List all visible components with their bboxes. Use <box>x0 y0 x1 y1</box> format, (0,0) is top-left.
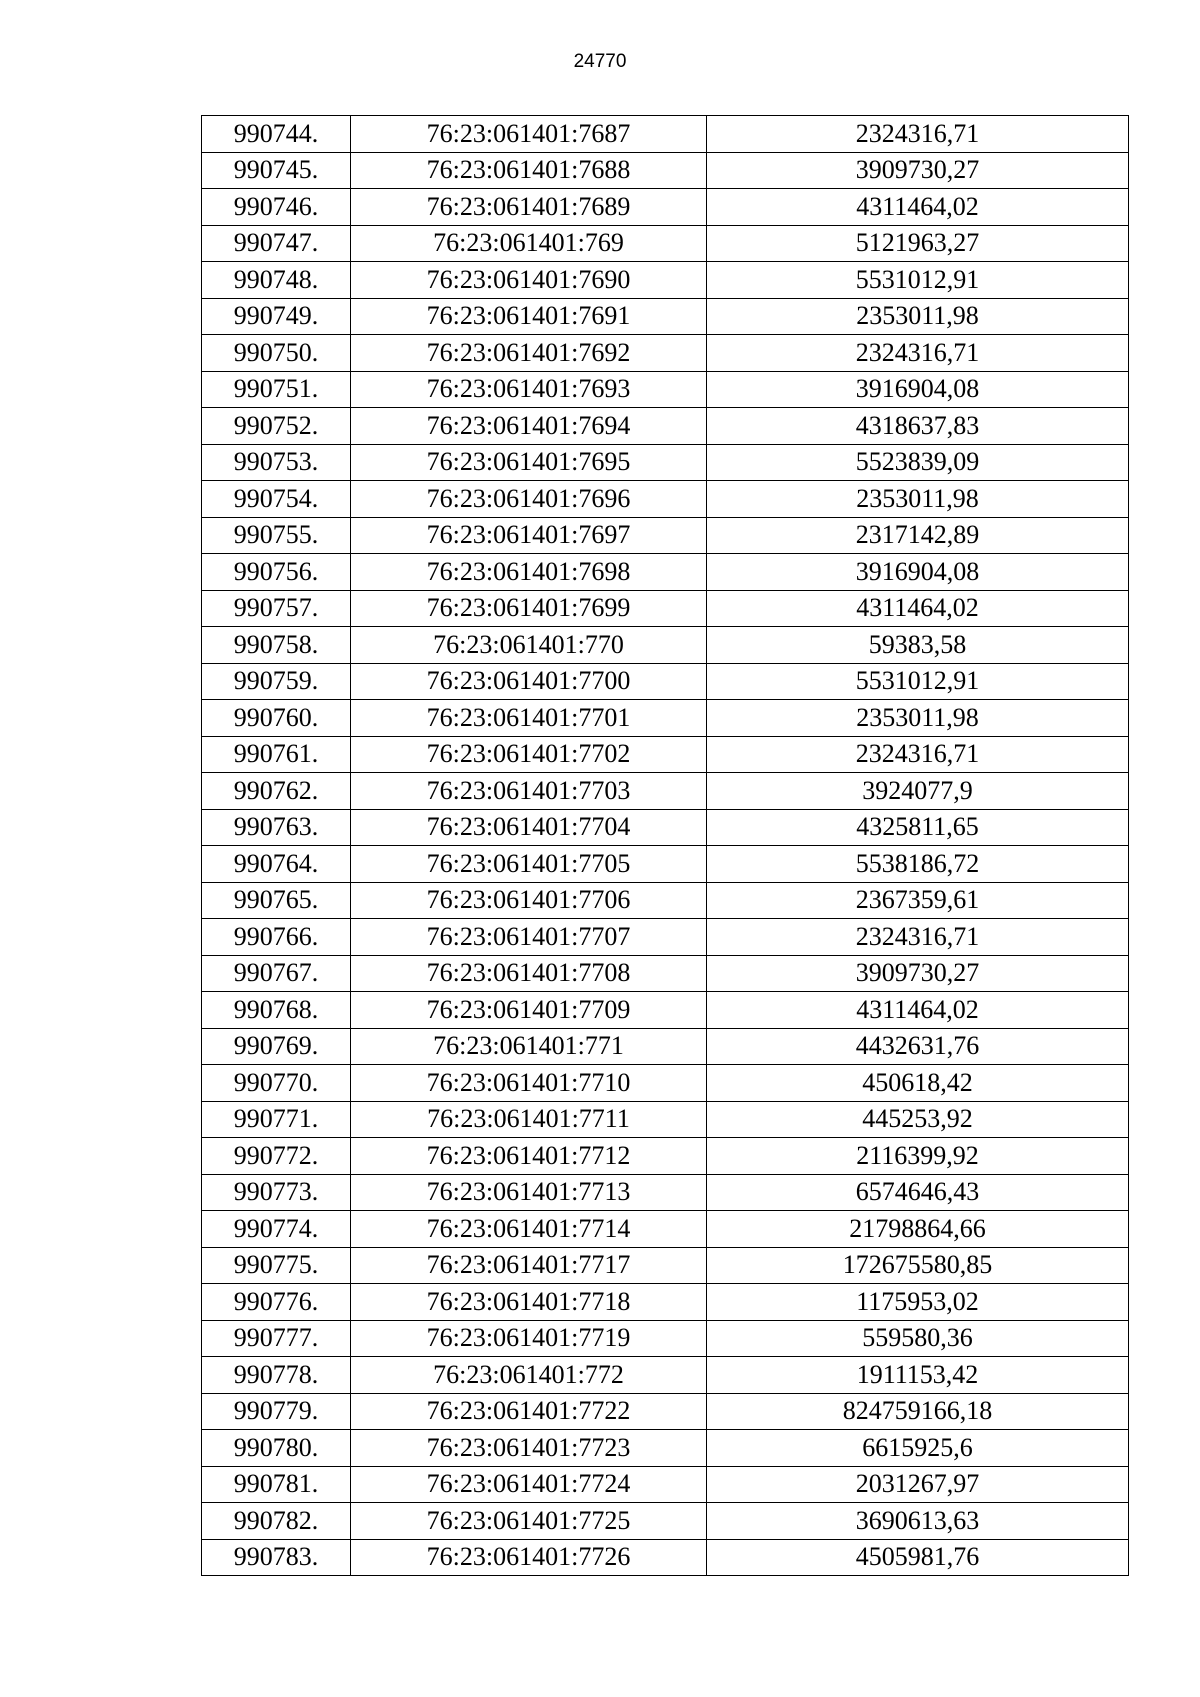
table-row <box>202 882 1129 919</box>
table-row <box>202 1028 1129 1065</box>
cadastral-number-cell: 76:23:061401:7702 <box>351 736 707 773</box>
cadastral-value-cell: 2324316,71 <box>707 116 1129 153</box>
table-row <box>202 1138 1129 1175</box>
table-row <box>202 1174 1129 1211</box>
cadastral-number-cell: 76:23:061401:7708 <box>351 955 707 992</box>
cadastral-value-cell: 450618,42 <box>707 1065 1129 1102</box>
row-number-cell: 990762. <box>202 773 351 810</box>
cadastral-number-cell: 76:23:061401:7726 <box>351 1539 707 1576</box>
cadastral-number-cell: 76:23:061401:7692 <box>351 335 707 372</box>
row-number-cell: 990780. <box>202 1430 351 1467</box>
cadastral-number-cell: 76:23:061401:7704 <box>351 809 707 846</box>
cadastral-value-cell: 3690613,63 <box>707 1503 1129 1540</box>
table-row <box>202 444 1129 481</box>
table-row <box>202 1284 1129 1321</box>
row-number-cell: 990754. <box>202 481 351 518</box>
cadastral-number-cell: 76:23:061401:7718 <box>351 1284 707 1321</box>
cadastral-value-cell: 172675580,85 <box>707 1247 1129 1284</box>
table-row <box>202 627 1129 664</box>
table-row <box>202 919 1129 956</box>
cadastral-value-cell: 3916904,08 <box>707 554 1129 591</box>
row-number-cell: 990782. <box>202 1503 351 1540</box>
cadastral-value-cell: 2324316,71 <box>707 919 1129 956</box>
cadastral-value-cell: 5538186,72 <box>707 846 1129 883</box>
cadastral-number-cell: 76:23:061401:7711 <box>351 1101 707 1138</box>
cadastral-value-cell: 4311464,02 <box>707 590 1129 627</box>
row-number-cell: 990777. <box>202 1320 351 1357</box>
table-row <box>202 736 1129 773</box>
cadastral-value-cell: 4311464,02 <box>707 992 1129 1029</box>
cadastral-number-cell: 76:23:061401:7722 <box>351 1393 707 1430</box>
cadastral-value-cell: 445253,92 <box>707 1101 1129 1138</box>
row-number-cell: 990746. <box>202 189 351 226</box>
cadastral-number-cell: 76:23:061401:7706 <box>351 882 707 919</box>
row-number-cell: 990765. <box>202 882 351 919</box>
table-row <box>202 225 1129 262</box>
cadastral-number-cell: 76:23:061401:7707 <box>351 919 707 956</box>
cadastral-number-cell: 76:23:061401:770 <box>351 627 707 664</box>
row-number-cell: 990775. <box>202 1247 351 1284</box>
table-row <box>202 700 1129 737</box>
page-number: 24770 <box>573 51 627 72</box>
table-row <box>202 408 1129 445</box>
table-row <box>202 1101 1129 1138</box>
row-number-cell: 990760. <box>202 700 351 737</box>
table-row <box>202 1247 1129 1284</box>
row-number-cell: 990766. <box>202 919 351 956</box>
table-row <box>202 1503 1129 1540</box>
cadastral-value-cell: 3924077,9 <box>707 773 1129 810</box>
cadastral-value-cell: 6615925,6 <box>707 1430 1129 1467</box>
cadastral-value-cell: 5523839,09 <box>707 444 1129 481</box>
row-number-cell: 990753. <box>202 444 351 481</box>
cadastral-value-cell: 2353011,98 <box>707 481 1129 518</box>
cadastral-value-cell: 2324316,71 <box>707 335 1129 372</box>
row-number-cell: 990774. <box>202 1211 351 1248</box>
cadastral-number-cell: 76:23:061401:7719 <box>351 1320 707 1357</box>
table-row <box>202 992 1129 1029</box>
cadastral-value-cell: 5121963,27 <box>707 225 1129 262</box>
cadastral-number-cell: 76:23:061401:7724 <box>351 1466 707 1503</box>
cadastral-number-cell: 76:23:061401:7696 <box>351 481 707 518</box>
table-row <box>202 846 1129 883</box>
cadastral-number-cell: 76:23:061401:769 <box>351 225 707 262</box>
cadastral-value-cell: 4318637,83 <box>707 408 1129 445</box>
cadastral-value-cell: 824759166,18 <box>707 1393 1129 1430</box>
cadastral-number-cell: 76:23:061401:7699 <box>351 590 707 627</box>
table-row <box>202 1466 1129 1503</box>
cadastral-value-cell: 3916904,08 <box>707 371 1129 408</box>
cadastral-value-cell: 2324316,71 <box>707 736 1129 773</box>
cadastral-number-cell: 76:23:061401:7723 <box>351 1430 707 1467</box>
table-row <box>202 189 1129 226</box>
table-row <box>202 116 1129 153</box>
cadastral-value-cell: 559580,36 <box>707 1320 1129 1357</box>
cadastral-number-cell: 76:23:061401:7701 <box>351 700 707 737</box>
cadastral-value-cell: 59383,58 <box>707 627 1129 664</box>
cadastral-value-cell: 2353011,98 <box>707 298 1129 335</box>
row-number-cell: 990770. <box>202 1065 351 1102</box>
row-number-cell: 990758. <box>202 627 351 664</box>
row-number-cell: 990745. <box>202 152 351 189</box>
table-row <box>202 1211 1129 1248</box>
row-number-cell: 990779. <box>202 1393 351 1430</box>
cadastral-value-cell: 6574646,43 <box>707 1174 1129 1211</box>
row-number-cell: 990781. <box>202 1466 351 1503</box>
cadastral-value-cell: 5531012,91 <box>707 663 1129 700</box>
cadastral-number-cell: 76:23:061401:7691 <box>351 298 707 335</box>
row-number-cell: 990773. <box>202 1174 351 1211</box>
cadastral-number-cell: 76:23:061401:7712 <box>351 1138 707 1175</box>
cadastral-value-cell: 3909730,27 <box>707 152 1129 189</box>
cadastral-value-cell: 2116399,92 <box>707 1138 1129 1175</box>
row-number-cell: 990768. <box>202 992 351 1029</box>
row-number-cell: 990764. <box>202 846 351 883</box>
cadastral-number-cell: 76:23:061401:7687 <box>351 116 707 153</box>
cadastral-number-cell: 76:23:061401:7698 <box>351 554 707 591</box>
cadastral-number-cell: 76:23:061401:7689 <box>351 189 707 226</box>
cadastral-value-cell: 2317142,89 <box>707 517 1129 554</box>
row-number-cell: 990769. <box>202 1028 351 1065</box>
cadastral-number-cell: 76:23:061401:7713 <box>351 1174 707 1211</box>
row-number-cell: 990778. <box>202 1357 351 1394</box>
cadastral-value-cell: 2353011,98 <box>707 700 1129 737</box>
table-row <box>202 809 1129 846</box>
cadastral-value-table <box>201 115 1129 1576</box>
table-row <box>202 1357 1129 1394</box>
cadastral-value-cell: 1911153,42 <box>707 1357 1129 1394</box>
cadastral-number-cell: 76:23:061401:7700 <box>351 663 707 700</box>
table-row <box>202 517 1129 554</box>
table-row <box>202 371 1129 408</box>
cadastral-value-cell: 4311464,02 <box>707 189 1129 226</box>
table-row <box>202 1539 1129 1576</box>
cadastral-number-cell: 76:23:061401:7690 <box>351 262 707 299</box>
row-number-cell: 990767. <box>202 955 351 992</box>
row-number-cell: 990744. <box>202 116 351 153</box>
row-number-cell: 990747. <box>202 225 351 262</box>
row-number-cell: 990750. <box>202 335 351 372</box>
cadastral-number-cell: 76:23:061401:7709 <box>351 992 707 1029</box>
table-row <box>202 298 1129 335</box>
table-row <box>202 773 1129 810</box>
row-number-cell: 990759. <box>202 663 351 700</box>
row-number-cell: 990772. <box>202 1138 351 1175</box>
cadastral-number-cell: 76:23:061401:7714 <box>351 1211 707 1248</box>
cadastral-value-cell: 1175953,02 <box>707 1284 1129 1321</box>
cadastral-number-cell: 76:23:061401:7695 <box>351 444 707 481</box>
table-row <box>202 1320 1129 1357</box>
row-number-cell: 990756. <box>202 554 351 591</box>
table-row <box>202 590 1129 627</box>
table-body <box>202 116 1129 1576</box>
cadastral-number-cell: 76:23:061401:7694 <box>351 408 707 445</box>
row-number-cell: 990771. <box>202 1101 351 1138</box>
row-number-cell: 990748. <box>202 262 351 299</box>
table-row <box>202 481 1129 518</box>
cadastral-number-cell: 76:23:061401:7710 <box>351 1065 707 1102</box>
row-number-cell: 990755. <box>202 517 351 554</box>
row-number-cell: 990757. <box>202 590 351 627</box>
cadastral-value-cell: 4325811,65 <box>707 809 1129 846</box>
table-row <box>202 335 1129 372</box>
cadastral-value-cell: 2031267,97 <box>707 1466 1129 1503</box>
cadastral-value-cell: 5531012,91 <box>707 262 1129 299</box>
row-number-cell: 990761. <box>202 736 351 773</box>
cadastral-number-cell: 76:23:061401:772 <box>351 1357 707 1394</box>
cadastral-number-cell: 76:23:061401:7693 <box>351 371 707 408</box>
cadastral-value-cell: 2367359,61 <box>707 882 1129 919</box>
cadastral-number-cell: 76:23:061401:7703 <box>351 773 707 810</box>
row-number-cell: 990749. <box>202 298 351 335</box>
cadastral-number-cell: 76:23:061401:7717 <box>351 1247 707 1284</box>
table-row <box>202 663 1129 700</box>
table-row <box>202 554 1129 591</box>
cadastral-number-cell: 76:23:061401:7725 <box>351 1503 707 1540</box>
cadastral-number-cell: 76:23:061401:771 <box>351 1028 707 1065</box>
row-number-cell: 990752. <box>202 408 351 445</box>
table-row <box>202 1430 1129 1467</box>
cadastral-value-cell: 21798864,66 <box>707 1211 1129 1248</box>
cadastral-value-cell: 4505981,76 <box>707 1539 1129 1576</box>
table-row <box>202 262 1129 299</box>
table-row <box>202 152 1129 189</box>
cadastral-value-cell: 3909730,27 <box>707 955 1129 992</box>
row-number-cell: 990783. <box>202 1539 351 1576</box>
table-row <box>202 955 1129 992</box>
table-row <box>202 1065 1129 1102</box>
cadastral-value-cell: 4432631,76 <box>707 1028 1129 1065</box>
table-row <box>202 1393 1129 1430</box>
row-number-cell: 990776. <box>202 1284 351 1321</box>
cadastral-number-cell: 76:23:061401:7688 <box>351 152 707 189</box>
cadastral-number-cell: 76:23:061401:7705 <box>351 846 707 883</box>
cadastral-number-cell: 76:23:061401:7697 <box>351 517 707 554</box>
row-number-cell: 990763. <box>202 809 351 846</box>
row-number-cell: 990751. <box>202 371 351 408</box>
